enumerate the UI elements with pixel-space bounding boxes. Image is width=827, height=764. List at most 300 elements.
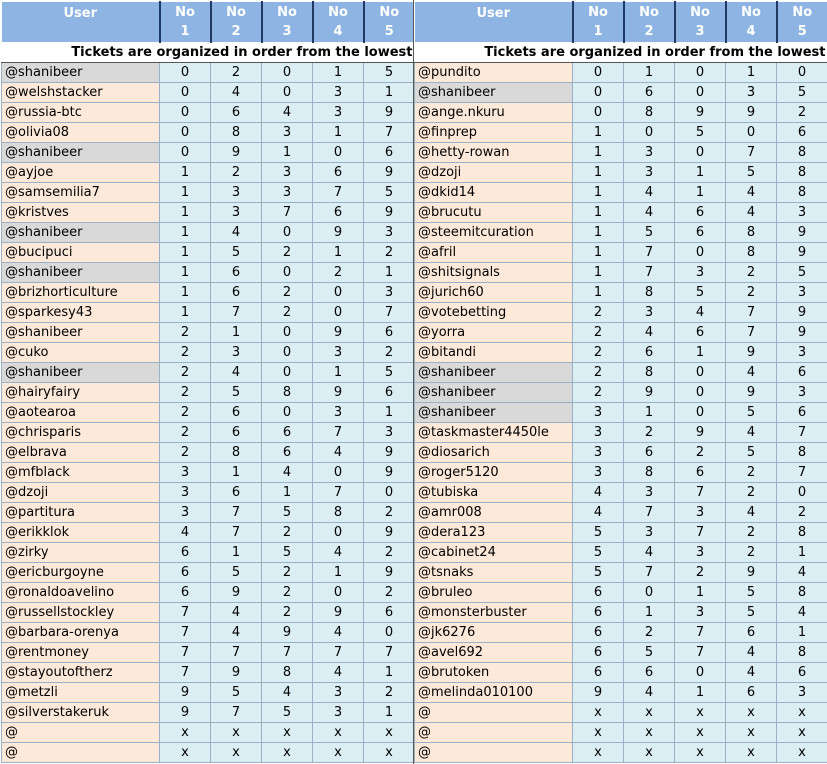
- ticket-number-cell: 1: [211, 543, 262, 563]
- ticket-number-cell: 9: [726, 563, 777, 583]
- ticket-number-cell: 0: [160, 83, 211, 103]
- ticket-number-cell: 0: [675, 383, 726, 403]
- table-row: [2, 403, 415, 423]
- ticket-number-cell: 4: [624, 203, 675, 223]
- ticket-number-cell: 4: [726, 203, 777, 223]
- ticket-number-cell: 5: [726, 583, 777, 603]
- ticket-number-cell: 9: [364, 443, 415, 463]
- ticket-number-cell: 0: [160, 123, 211, 143]
- ticket-number-cell: x: [211, 743, 262, 763]
- ticket-number-cell: 7: [160, 643, 211, 663]
- ticket-number-cell: 9: [726, 383, 777, 403]
- ticket-number-cell: 0: [675, 403, 726, 423]
- table-row: [2, 663, 415, 683]
- right-ticket-rows: [415, 63, 827, 763]
- ticket-number-cell: 2: [364, 683, 415, 703]
- no-2-column-header: [211, 2, 262, 43]
- ticket-number-cell: x: [573, 703, 624, 723]
- table-row: [2, 623, 415, 643]
- ticket-number-cell: 2: [777, 103, 827, 123]
- ticket-number-cell: 2: [573, 363, 624, 383]
- table-row: [2, 263, 415, 283]
- ticket-number-cell: x: [675, 703, 726, 723]
- no-5-column-header: [777, 2, 827, 43]
- ticket-number-cell: 0: [160, 143, 211, 163]
- ticket-number-cell: x: [313, 723, 364, 743]
- ticket-number-cell: 9: [364, 163, 415, 183]
- ticket-number-cell: 7: [675, 623, 726, 643]
- ticket-number-cell: 9: [313, 383, 364, 403]
- ticket-number-cell: 2: [726, 543, 777, 563]
- ticket-number-cell: 0: [675, 83, 726, 103]
- ticket-number-cell: x: [313, 743, 364, 763]
- ticket-number-cell: 6: [777, 403, 827, 423]
- ticket-number-cell: 8: [211, 443, 262, 463]
- user-cell: @: [2, 743, 160, 763]
- ticket-number-cell: 1: [160, 303, 211, 323]
- ticket-number-cell: 3: [313, 103, 364, 123]
- ticket-number-cell: 0: [262, 403, 313, 423]
- ticket-number-cell: 1: [211, 463, 262, 483]
- ticket-number-cell: 3: [624, 303, 675, 323]
- ticket-number-cell: 1: [313, 363, 364, 383]
- ticket-number-cell: 5: [211, 243, 262, 263]
- ticket-number-cell: 7: [313, 483, 364, 503]
- ticket-number-cell: 3: [313, 343, 364, 363]
- ticket-number-cell: 7: [160, 663, 211, 683]
- user-cell: @: [415, 723, 573, 743]
- ticket-number-cell: 1: [573, 183, 624, 203]
- table-row: [2, 423, 415, 443]
- ticket-number-cell: 1: [160, 243, 211, 263]
- table-row: [2, 723, 415, 743]
- table-row: [2, 603, 415, 623]
- ticket-number-cell: 5: [364, 183, 415, 203]
- ticket-number-cell: 3: [777, 203, 827, 223]
- table-row: [415, 283, 827, 303]
- ticket-number-cell: 0: [675, 63, 726, 83]
- ticket-number-cell: 7: [262, 203, 313, 223]
- table-row: [2, 243, 415, 263]
- no-number: 4: [333, 24, 343, 39]
- ticket-number-cell: 5: [675, 283, 726, 303]
- ticket-number-cell: 4: [313, 543, 364, 563]
- ticket-number-cell: 1: [675, 583, 726, 603]
- ticket-number-cell: 7: [675, 523, 726, 543]
- no-label: No: [226, 5, 246, 20]
- user-cell: @aotearoa: [2, 403, 160, 423]
- ticket-number-cell: 0: [313, 303, 364, 323]
- user-column-header: User: [415, 2, 573, 43]
- ticket-number-cell: 1: [313, 63, 364, 83]
- table-row: [415, 383, 827, 403]
- no-number: 1: [180, 24, 190, 39]
- user-cell: @ronaldoavelino: [2, 583, 160, 603]
- table-row: [415, 203, 827, 223]
- table-row: [2, 183, 415, 203]
- ticket-number-cell: 1: [573, 123, 624, 143]
- ticket-number-cell: 0: [313, 143, 364, 163]
- ticket-number-cell: 6: [313, 203, 364, 223]
- ticket-number-cell: 3: [624, 523, 675, 543]
- ticket-number-cell: 4: [262, 463, 313, 483]
- ticket-number-cell: 1: [573, 163, 624, 183]
- ticket-number-cell: 3: [726, 83, 777, 103]
- ticket-number-cell: 1: [573, 223, 624, 243]
- ticket-number-cell: 8: [777, 183, 827, 203]
- ticket-number-cell: 8: [624, 283, 675, 303]
- user-cell: @diosarich: [415, 443, 573, 463]
- no-number: 2: [231, 24, 241, 39]
- ticket-number-cell: 8: [777, 523, 827, 543]
- ticket-number-cell: 2: [364, 343, 415, 363]
- header-row: [2, 2, 415, 43]
- ticket-number-cell: 6: [364, 143, 415, 163]
- ticket-number-cell: 1: [262, 143, 313, 163]
- no-number: 3: [695, 24, 705, 39]
- ticket-number-cell: 6: [211, 403, 262, 423]
- ticket-number-cell: 2: [160, 403, 211, 423]
- ticket-number-cell: 3: [160, 503, 211, 523]
- ticket-number-cell: 1: [262, 483, 313, 503]
- ticket-number-cell: 2: [160, 423, 211, 443]
- ticket-number-cell: 2: [777, 503, 827, 523]
- ticket-number-cell: 4: [211, 83, 262, 103]
- ticket-number-cell: 6: [777, 663, 827, 683]
- ticket-number-cell: 2: [313, 263, 364, 283]
- ticket-number-cell: 8: [777, 583, 827, 603]
- ticket-number-cell: 0: [675, 243, 726, 263]
- ticket-number-cell: 6: [364, 323, 415, 343]
- ticket-number-cell: 2: [364, 583, 415, 603]
- ticket-number-cell: 1: [364, 403, 415, 423]
- no-number: 3: [282, 24, 292, 39]
- user-column-header: User: [2, 2, 160, 43]
- ticket-number-cell: 5: [726, 403, 777, 423]
- ticket-number-cell: x: [160, 723, 211, 743]
- table-row: [415, 743, 827, 763]
- ticket-number-cell: 8: [624, 363, 675, 383]
- ticket-number-cell: 1: [364, 703, 415, 723]
- table-row: [415, 643, 827, 663]
- ticket-number-cell: 5: [364, 363, 415, 383]
- user-cell: @russellstockley: [2, 603, 160, 623]
- ticket-number-cell: 4: [262, 683, 313, 703]
- table-row: [2, 483, 415, 503]
- ticket-number-cell: 0: [675, 363, 726, 383]
- ticket-number-cell: 6: [313, 163, 364, 183]
- table-row: [415, 243, 827, 263]
- user-cell: @monsterbuster: [415, 603, 573, 623]
- ticket-number-cell: x: [364, 743, 415, 763]
- right-ticket-panel: [414, 1, 827, 763]
- table-row: [415, 523, 827, 543]
- no-4-column-header: [726, 2, 777, 43]
- table-row: [415, 263, 827, 283]
- ticket-number-cell: 9: [160, 703, 211, 723]
- ticket-number-cell: 5: [262, 503, 313, 523]
- ticket-number-cell: 6: [675, 223, 726, 243]
- ticket-number-cell: 7: [364, 303, 415, 323]
- table-row: [2, 583, 415, 603]
- user-cell: @zirky: [2, 543, 160, 563]
- ticket-number-cell: 7: [364, 123, 415, 143]
- table-row: [415, 603, 827, 623]
- table-row: [415, 303, 827, 323]
- ticket-number-cell: 9: [313, 323, 364, 343]
- ticket-number-cell: 4: [777, 603, 827, 623]
- ticket-number-cell: 2: [262, 283, 313, 303]
- ticket-number-cell: 4: [160, 523, 211, 543]
- ticket-number-cell: 2: [211, 163, 262, 183]
- ticket-number-cell: 1: [160, 263, 211, 283]
- user-cell: @votebetting: [415, 303, 573, 323]
- ticket-number-cell: 1: [573, 283, 624, 303]
- table-row: [415, 223, 827, 243]
- ticket-number-cell: 1: [313, 123, 364, 143]
- ticket-number-cell: 7: [313, 643, 364, 663]
- ticket-number-cell: 0: [262, 83, 313, 103]
- ticket-number-cell: 9: [726, 103, 777, 123]
- ticket-number-cell: 5: [675, 123, 726, 143]
- table-row: [415, 443, 827, 463]
- ticket-number-cell: 6: [364, 383, 415, 403]
- ticket-number-cell: 2: [573, 323, 624, 343]
- table-row: [415, 683, 827, 703]
- ticket-number-cell: 9: [777, 223, 827, 243]
- ticket-number-cell: 4: [726, 183, 777, 203]
- no-label: No: [588, 5, 608, 20]
- ticket-number-cell: x: [624, 703, 675, 723]
- user-cell: @roger5120: [415, 463, 573, 483]
- ticket-number-cell: 1: [160, 163, 211, 183]
- user-cell: @yorra: [415, 323, 573, 343]
- ticket-number-cell: 4: [624, 543, 675, 563]
- ticket-number-cell: 2: [726, 283, 777, 303]
- ticket-number-cell: 8: [313, 503, 364, 523]
- ticket-number-cell: 9: [211, 663, 262, 683]
- table-row: [415, 123, 827, 143]
- ticket-number-cell: 2: [726, 463, 777, 483]
- ticket-number-cell: 1: [777, 543, 827, 563]
- ticket-number-cell: 3: [262, 183, 313, 203]
- table-row: [415, 343, 827, 363]
- ticket-number-cell: 3: [262, 163, 313, 183]
- ticket-number-cell: 1: [675, 683, 726, 703]
- ticket-number-cell: 2: [573, 303, 624, 323]
- ticket-number-cell: 4: [624, 183, 675, 203]
- ticket-number-cell: 3: [777, 343, 827, 363]
- ticket-number-cell: 2: [364, 543, 415, 563]
- user-cell: @russia-btc: [2, 103, 160, 123]
- ticket-number-cell: 7: [624, 503, 675, 523]
- ticket-number-cell: 2: [624, 623, 675, 643]
- ticket-number-cell: 0: [313, 523, 364, 543]
- ticket-number-cell: 6: [777, 363, 827, 383]
- ticket-number-cell: 3: [624, 143, 675, 163]
- ticket-number-cell: 9: [675, 423, 726, 443]
- ticket-number-cell: 9: [262, 623, 313, 643]
- ticket-number-cell: 1: [573, 203, 624, 223]
- ticket-number-cell: 6: [675, 323, 726, 343]
- left-ticket-panel: [1, 1, 414, 763]
- ticket-number-cell: 9: [777, 303, 827, 323]
- left-ticket-table: [1, 1, 415, 763]
- user-cell: @hetty-rowan: [415, 143, 573, 163]
- user-cell: @stayoutoftherz: [2, 663, 160, 683]
- table-row: [2, 83, 415, 103]
- ticket-number-cell: 0: [777, 63, 827, 83]
- ticket-number-cell: 6: [573, 603, 624, 623]
- user-cell: @finprep: [415, 123, 573, 143]
- table-row: [2, 63, 415, 83]
- ticket-number-cell: 6: [777, 123, 827, 143]
- ticket-number-cell: 3: [573, 423, 624, 443]
- ticket-number-cell: 0: [573, 63, 624, 83]
- ticket-number-cell: x: [675, 743, 726, 763]
- ticket-number-cell: 5: [726, 603, 777, 623]
- user-cell: @ericburgoyne: [2, 563, 160, 583]
- ticket-number-cell: 7: [211, 303, 262, 323]
- table-row: [415, 623, 827, 643]
- ticket-number-cell: 0: [624, 583, 675, 603]
- ticket-number-cell: 2: [262, 583, 313, 603]
- user-cell: @: [2, 723, 160, 743]
- ticket-number-cell: 3: [624, 483, 675, 503]
- ticket-number-cell: 6: [262, 443, 313, 463]
- ticket-number-cell: 4: [624, 323, 675, 343]
- table-row: [2, 543, 415, 563]
- user-cell: @brutoken: [415, 663, 573, 683]
- user-cell: @amr008: [415, 503, 573, 523]
- ticket-number-cell: 6: [675, 203, 726, 223]
- no-number: 4: [746, 24, 756, 39]
- table-row: [2, 363, 415, 383]
- ticket-number-cell: 3: [313, 83, 364, 103]
- ticket-number-cell: 6: [364, 603, 415, 623]
- ticket-number-cell: 1: [211, 323, 262, 343]
- user-cell: @bitandi: [415, 343, 573, 363]
- ticket-number-cell: 3: [777, 383, 827, 403]
- ticket-number-cell: 3: [675, 503, 726, 523]
- ticket-number-cell: 1: [624, 63, 675, 83]
- ticket-number-cell: 9: [364, 563, 415, 583]
- ticket-number-cell: 0: [262, 363, 313, 383]
- user-cell: @ange.nkuru: [415, 103, 573, 123]
- ticket-number-cell: 7: [313, 183, 364, 203]
- ticket-number-cell: 2: [262, 243, 313, 263]
- ticket-number-cell: 1: [777, 623, 827, 643]
- ticket-number-cell: 7: [211, 523, 262, 543]
- user-cell: @cabinet24: [415, 543, 573, 563]
- no-number: 2: [644, 24, 654, 39]
- table-row: [415, 563, 827, 583]
- user-cell: @bruleo: [415, 583, 573, 603]
- table-row: [415, 503, 827, 523]
- table-row: [2, 703, 415, 723]
- user-cell: @shanibeer: [415, 83, 573, 103]
- user-cell: @jurich60: [415, 283, 573, 303]
- table-row: [415, 723, 827, 743]
- right-ticket-table: [414, 1, 827, 763]
- no-label: No: [741, 5, 761, 20]
- ticket-number-cell: 7: [624, 243, 675, 263]
- ticket-number-cell: 8: [624, 103, 675, 123]
- table-row: [415, 63, 827, 83]
- user-cell: @chrisparis: [2, 423, 160, 443]
- ticket-number-cell: 1: [364, 663, 415, 683]
- ticket-number-cell: 0: [313, 283, 364, 303]
- user-cell: @dzoji: [2, 483, 160, 503]
- user-cell: @shanibeer: [415, 383, 573, 403]
- ticket-number-cell: x: [262, 743, 313, 763]
- user-cell: @brizhorticulture: [2, 283, 160, 303]
- table-row: [415, 423, 827, 443]
- ticket-number-cell: 2: [262, 603, 313, 623]
- ticket-number-cell: 4: [726, 643, 777, 663]
- table-row: [2, 443, 415, 463]
- ticket-number-cell: 3: [675, 543, 726, 563]
- no-label: No: [328, 5, 348, 20]
- ticket-number-cell: x: [211, 723, 262, 743]
- table-row: [2, 143, 415, 163]
- ticket-number-cell: 3: [777, 283, 827, 303]
- ticket-number-cell: 2: [160, 323, 211, 343]
- no-number: 1: [593, 24, 603, 39]
- ticket-number-cell: 2: [624, 423, 675, 443]
- ticket-number-cell: 8: [777, 443, 827, 463]
- ticket-number-cell: 2: [573, 383, 624, 403]
- ticket-number-cell: x: [675, 723, 726, 743]
- user-cell: @brucutu: [415, 203, 573, 223]
- no-1-column-header: [573, 2, 624, 43]
- ticket-number-cell: 3: [211, 203, 262, 223]
- ticket-number-cell: 7: [211, 503, 262, 523]
- no-1-column-header: [160, 2, 211, 43]
- ticket-number-cell: 9: [364, 103, 415, 123]
- ticket-number-cell: 3: [313, 683, 364, 703]
- table-row: [2, 103, 415, 123]
- ticket-number-cell: 1: [160, 283, 211, 303]
- user-cell: @partitura: [2, 503, 160, 523]
- ticket-number-cell: 7: [624, 263, 675, 283]
- ticket-number-cell: 0: [675, 143, 726, 163]
- ticket-number-cell: 7: [262, 643, 313, 663]
- table-row: [2, 643, 415, 663]
- user-cell: @bucipuci: [2, 243, 160, 263]
- table-row: [2, 743, 415, 763]
- no-4-column-header: [313, 2, 364, 43]
- ticket-number-cell: 5: [573, 563, 624, 583]
- ticket-number-cell: 3: [573, 463, 624, 483]
- ticket-number-cell: 8: [777, 143, 827, 163]
- table-row: [2, 203, 415, 223]
- user-cell: @shitsignals: [415, 263, 573, 283]
- ticket-number-cell: 9: [624, 383, 675, 403]
- ticket-number-cell: 8: [262, 383, 313, 403]
- ticket-number-cell: 9: [726, 343, 777, 363]
- user-cell: @samsemilia7: [2, 183, 160, 203]
- ticket-number-cell: x: [160, 743, 211, 763]
- ticket-number-cell: 8: [624, 463, 675, 483]
- ticket-number-cell: 4: [211, 363, 262, 383]
- user-cell: @ayjoe: [2, 163, 160, 183]
- ticket-number-cell: 4: [675, 303, 726, 323]
- ticket-number-cell: 0: [573, 103, 624, 123]
- user-cell: @jk6276: [415, 623, 573, 643]
- no-label: No: [175, 5, 195, 20]
- ticket-number-cell: 3: [160, 483, 211, 503]
